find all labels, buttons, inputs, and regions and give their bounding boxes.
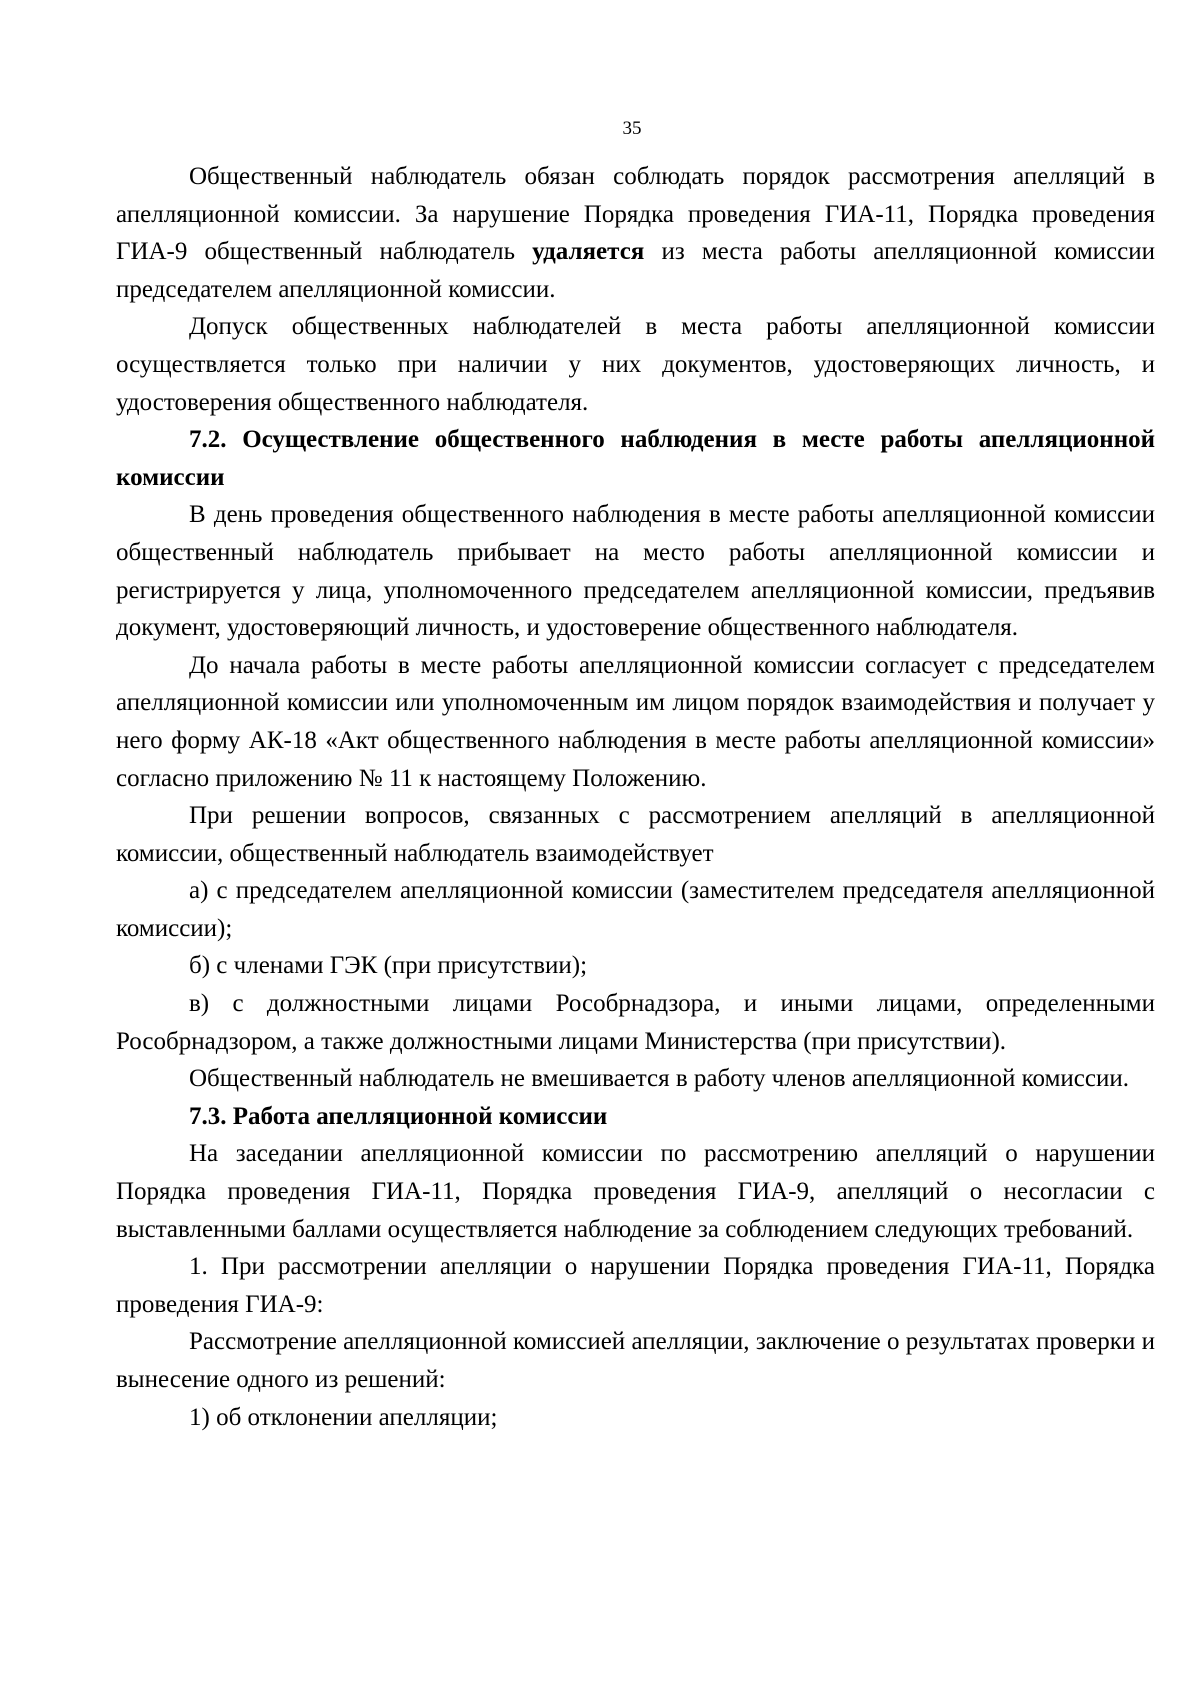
bold-term-removed: удаляется <box>532 238 645 266</box>
paragraph-text: Общественный наблюдатель обязан соблюдать порядок рассмотрения апелляций в апелляционной комиссии. За нарушение Порядка проведения ГИА-11, Порядка проведения ГИА-9 общественный наблюдатель <box>116 163 1155 266</box>
page-number: 35 <box>622 118 642 139</box>
paragraph-before-start: До начала работы в месте работы апелляционной комиссии согласует с председателем апелляционной комиссии или уполномоченным им лицом порядок взаимодействия и получает у него форму АК-18 «Акт общественного наблюдения в месте работы апелляционной комиссии» согласно приложению № 11 к настоящему Положению. <box>116 651 1155 792</box>
document-body <box>116 158 1155 1436</box>
paragraph-admission: Допуск общественных наблюдателей в места работы апелляционной комиссии осуществляется только при наличии у них документов, удостоверяющих личность, и удостоверения общественного наблюдателя. <box>116 313 1155 416</box>
section-heading-7-2: 7.2. Осуществление общественного наблюдения в месте работы апелляционной комиссии <box>116 426 1155 491</box>
list-item-v: в) с должностными лицами Рособрнадзора, и иными лицами, определенными Рособрнадзором, а также должностными лицами Министерства (при присутствии). <box>116 990 1155 1055</box>
paragraph-text: из места работы апелляционной комиссии председателем апелляционной комиссии. <box>116 238 1155 303</box>
paragraph-observer-obligations <box>116 158 1155 308</box>
list-item-a: а) с председателем апелляционной комиссии (заместителем председателя апелляционной комиссии); <box>116 877 1155 942</box>
paragraph-review: Рассмотрение апелляционной комиссией апелляции, заключение о результатах проверки и вынесение одного из решений: <box>116 1328 1155 1393</box>
list-item-1: 1) об отклонении апелляции; <box>189 1403 498 1431</box>
paragraph-interaction: При решении вопросов, связанных с рассмотрением апелляций в апелляционной комиссии, общественный наблюдатель взаимодействует <box>116 802 1155 867</box>
paragraph-arrival: В день проведения общественного наблюдения в месте работы апелляционной комиссии общественный наблюдатель прибывает на место работы апелляционной комиссии и регистрируется у лица, уполномоченного председателем апелляционной комиссии, предъявив документ, удостоверяющий личность, и удостоверение общественного наблюдателя. <box>116 501 1155 642</box>
paragraph-item-1: 1. При рассмотрении апелляции о нарушении Порядка проведения ГИА-11, Порядка проведения ГИА-9: <box>116 1253 1155 1318</box>
section-heading-7-3: 7.3. Работа апелляционной комиссии <box>189 1102 608 1130</box>
list-item-b: б) с членами ГЭК (при присутствии); <box>189 952 588 980</box>
paragraph-no-interference: Общественный наблюдатель не вмешивается в работу членов апелляционной комиссии. <box>189 1065 1129 1093</box>
paragraph-meeting: На заседании апелляционной комиссии по рассмотрению апелляций о нарушении Порядка проведения ГИА-11, Порядка проведения ГИА-9, апелляций о несогласии с выставленными баллами осуществляется наблюдение за соблюдением следующих требований. <box>116 1140 1155 1243</box>
